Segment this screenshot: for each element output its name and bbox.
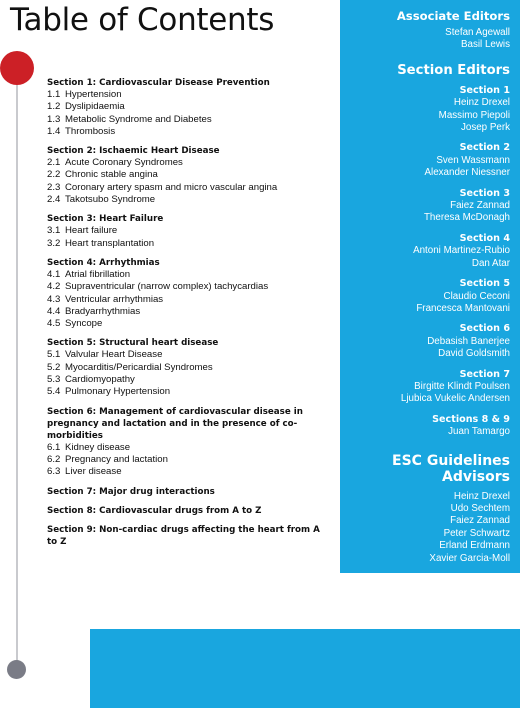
section-editor-group <box>340 369 510 406</box>
item-number: 6.1 <box>47 441 61 453</box>
item-label: Thrombosis <box>65 125 116 137</box>
item-label: Kidney disease <box>65 441 131 453</box>
toc-item <box>47 454 329 466</box>
item-number: 2.4 <box>47 194 61 206</box>
section-title: Section 6: Management of cardiovascular disease in pregnancy and lactation and in the presence of co-morbidities <box>47 406 303 441</box>
section-editors-heading: Section Editors <box>397 62 510 78</box>
toc-item <box>47 126 329 138</box>
advisor-name: Udo Sechtem <box>450 502 510 514</box>
item-number: 5.4 <box>47 386 61 398</box>
toc-section <box>47 486 329 498</box>
associate-editor-name: Basil Lewis <box>460 39 510 51</box>
section-editor-name: Francesca Mantovani <box>416 302 510 314</box>
item-number: 2.2 <box>47 169 61 181</box>
advisor-name: Faiez Zannad <box>450 515 510 527</box>
page-title: Table of Contents <box>10 2 275 38</box>
item-number: 5.1 <box>47 349 61 361</box>
toc-section <box>47 257 329 330</box>
section-editor-group <box>340 414 510 439</box>
section-title: Section 7: Major drug interactions <box>47 486 215 497</box>
item-label: Metabolic Syndrome and Diabetes <box>65 113 212 125</box>
item-number: 5.3 <box>47 374 61 386</box>
editors-sidebar <box>340 0 520 573</box>
item-number: 6.3 <box>47 466 61 478</box>
toc-section <box>47 337 329 398</box>
advisor-name: Erland Erdmann <box>439 540 510 552</box>
section-editor-group <box>340 323 510 360</box>
item-label: Cardiomyopathy <box>65 374 135 386</box>
item-number: 5.2 <box>47 361 61 373</box>
section-editor-group <box>340 233 510 270</box>
toc-item <box>47 386 329 398</box>
toc-section <box>47 524 329 548</box>
item-label: Syncope <box>65 318 103 330</box>
section-editor-name: Massimo Piepoli <box>438 109 510 121</box>
section-editor-group <box>340 85 510 135</box>
section-editor-label: Section 2 <box>459 142 510 154</box>
section-editor-name: Heinz Drexel <box>453 97 510 109</box>
toc-item <box>47 269 329 281</box>
item-number: 1.2 <box>47 101 61 113</box>
timeline-line <box>16 62 18 668</box>
item-number: 3.1 <box>47 225 61 237</box>
section-editor-label: Sections 8 & 9 <box>432 413 510 425</box>
advisor-name: Xavier Garcia-Moll <box>429 552 510 564</box>
toc-item <box>47 89 329 101</box>
item-label: Chronic stable angina <box>65 169 158 181</box>
toc-item <box>47 238 329 250</box>
toc-item <box>47 349 329 361</box>
section-editor-name: David Goldsmith <box>438 348 510 360</box>
toc-item <box>47 466 329 478</box>
advisor-name: Heinz Drexel <box>453 490 510 502</box>
section-title: Section 9: Non-cardiac drugs affecting the heart from A to Z <box>47 524 320 547</box>
toc-section <box>47 505 329 517</box>
section-editor-name: Sven Wassmann <box>436 154 510 166</box>
timeline-grey-dot <box>7 660 26 679</box>
section-editor-name: Claudio Ceconi <box>443 290 510 302</box>
section-editor-group <box>340 188 510 225</box>
toc-item <box>47 182 329 194</box>
item-label: Myocarditis/Pericardial Syndromes <box>65 361 213 373</box>
item-number: 4.1 <box>47 268 61 280</box>
item-number: 6.2 <box>47 453 61 465</box>
item-label: Heart transplantation <box>65 237 155 249</box>
item-label: Pregnancy and lactation <box>65 453 168 465</box>
section-editor-label: Section 7 <box>459 368 510 380</box>
toc-item <box>47 225 329 237</box>
section-title: Section 2: Ischaemic Heart Disease <box>47 146 220 157</box>
section-editor-name: Theresa McDonagh <box>423 212 510 224</box>
item-label: Atrial fibrillation <box>65 268 131 280</box>
toc-item <box>47 306 329 318</box>
toc-item <box>47 194 329 206</box>
associate-editor-name: Stefan Agewall <box>445 27 510 38</box>
advisor-name: Peter Schwartz <box>443 527 510 539</box>
bottom-blue-block <box>90 629 520 708</box>
item-label: Hypertension <box>65 89 122 100</box>
table-of-contents <box>47 77 329 555</box>
section-editor-name: Ljubica Vukelic Andersen <box>400 393 510 405</box>
section-editor-label: Section 3 <box>459 187 510 199</box>
item-label: Valvular Heart Disease <box>65 349 163 361</box>
toc-item <box>47 157 329 169</box>
item-label: Pulmonary Hypertension <box>65 386 171 398</box>
toc-item <box>47 362 329 374</box>
item-label: Dyslipidaemia <box>65 101 125 113</box>
item-number: 2.1 <box>47 157 61 169</box>
item-label: Bradyarrhythmias <box>65 305 141 317</box>
section-editor-name: Dan Atar <box>471 257 510 269</box>
toc-item <box>47 101 329 113</box>
toc-item <box>47 294 329 306</box>
item-label: Supraventricular (narrow complex) tachycardias <box>65 281 269 293</box>
toc-item <box>47 442 329 454</box>
section-editor-name: Debasish Banerjee <box>427 335 510 347</box>
toc-section <box>47 77 329 138</box>
section-editor-name: Alexander Niessner <box>424 167 510 179</box>
advisors-heading-text: ESC Guidelines Advisors <box>392 452 510 486</box>
item-number: 4.3 <box>47 293 61 305</box>
item-label: Heart failure <box>65 225 118 237</box>
item-number: 1.1 <box>47 89 61 100</box>
timeline-red-dot <box>0 51 34 85</box>
section-editor-name: Juan Tamargo <box>448 426 510 438</box>
item-number: 4.5 <box>47 318 61 330</box>
item-label: Coronary artery spasm and micro vascular angina <box>65 181 278 193</box>
section-editor-group <box>340 278 510 315</box>
toc-item <box>47 281 329 293</box>
section-editor-name: Antoni Martinez-Rubio <box>413 245 510 257</box>
section-editor-label: Section 4 <box>459 232 510 244</box>
section-title: Section 1: Cardiovascular Disease Prevention <box>47 78 270 88</box>
section-editor-group <box>340 142 510 179</box>
toc-section <box>47 213 329 250</box>
section-editor-label: Section 5 <box>459 278 510 290</box>
item-number: 4.2 <box>47 281 61 293</box>
item-number: 1.3 <box>47 113 61 125</box>
associate-editors-list <box>340 27 510 52</box>
advisors-list <box>340 491 510 565</box>
section-title: Section 5: Structural heart disease <box>47 338 219 349</box>
associate-editors-heading: Associate Editors <box>396 9 510 23</box>
item-label: Acute Coronary Syndromes <box>65 157 183 169</box>
toc-item <box>47 114 329 126</box>
section-editor-name: Faiez Zannad <box>450 200 510 212</box>
item-number: 1.4 <box>47 125 61 137</box>
item-label: Takotsubo Syndrome <box>65 194 156 206</box>
item-number: 2.3 <box>47 181 61 193</box>
toc-item <box>47 318 329 330</box>
section-title: Section 8: Cardiovascular drugs from A to Z <box>47 505 262 516</box>
section-title: Section 3: Heart Failure <box>47 214 164 225</box>
toc-section <box>47 406 329 479</box>
section-editor-label: Section 6 <box>459 323 510 335</box>
item-number: 3.2 <box>47 237 61 249</box>
section-editor-name: Birgitte Klindt Poulsen <box>414 380 510 392</box>
toc-section <box>47 145 329 206</box>
item-label: Liver disease <box>65 466 122 478</box>
advisors-heading <box>340 453 510 486</box>
toc-item <box>47 169 329 181</box>
section-editors-list <box>340 85 510 439</box>
section-editor-name: Josep Perk <box>460 122 510 134</box>
item-number: 4.4 <box>47 305 61 317</box>
toc-item <box>47 374 329 386</box>
item-label: Ventricular arrhythmias <box>65 293 164 305</box>
section-editor-label: Section 1 <box>459 84 510 96</box>
section-title: Section 4: Arrhythmias <box>47 257 160 268</box>
